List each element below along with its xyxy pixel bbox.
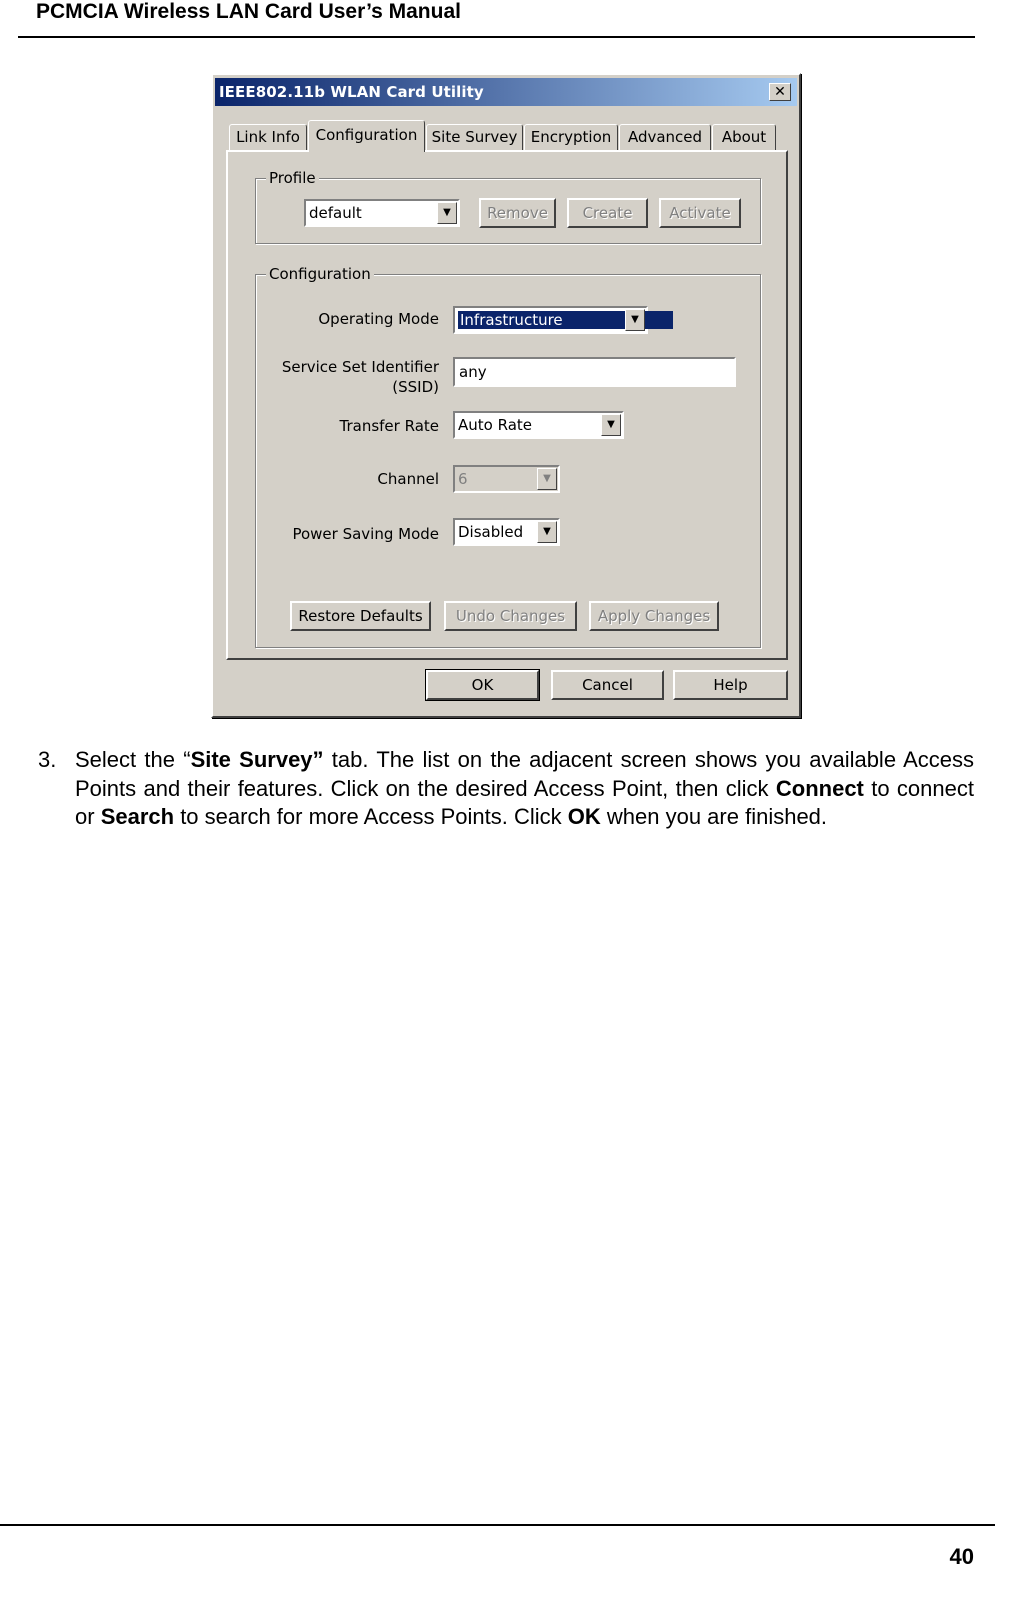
footer-rule [0, 1524, 995, 1526]
power-saving-value: Disabled [458, 523, 524, 541]
remove-button[interactable]: Remove [479, 198, 556, 228]
connect-emphasis: Connect [775, 775, 864, 801]
step-number: 3. [38, 747, 57, 772]
tab-encryption[interactable]: Encryption [524, 124, 618, 150]
wlan-utility-dialog [211, 73, 801, 718]
chevron-down-icon[interactable]: ▼ [537, 468, 557, 490]
tab-advanced[interactable]: Advanced [619, 124, 711, 150]
chevron-down-icon[interactable]: ▼ [625, 309, 645, 331]
apply-changes-button[interactable]: Apply Changes [589, 601, 719, 631]
channel-label: Channel [377, 470, 439, 488]
step-text: Select the “ [75, 747, 191, 772]
dialog-titlebar [215, 78, 797, 106]
tab-configuration[interactable]: Configuration [308, 120, 425, 152]
step-text: to search for more Access Points. Click [174, 804, 568, 829]
help-button[interactable]: Help [673, 670, 788, 700]
step-text: when you are finished. [600, 804, 828, 829]
search-emphasis: Search [100, 804, 175, 829]
power-saving-label: Power Saving Mode [292, 525, 439, 543]
ssid-label: Service Set Identifier [281, 358, 439, 376]
page-header: PCMCIA Wireless LAN Card User’s Manual [36, 0, 461, 23]
chevron-down-icon[interactable]: ▼ [537, 521, 557, 543]
configuration-panel [226, 150, 788, 660]
operating-mode-label: Operating Mode [318, 310, 439, 328]
tab-link-info[interactable]: Link Info [229, 124, 307, 150]
chevron-down-icon[interactable]: ▼ [601, 414, 621, 436]
tab-about[interactable]: About [712, 124, 776, 150]
step-text: to connect or [75, 775, 974, 829]
ssid-input[interactable] [453, 357, 736, 387]
undo-changes-button[interactable]: Undo Changes [444, 601, 577, 631]
restore-defaults-button[interactable]: Restore Defaults [290, 601, 431, 631]
transfer-rate-select[interactable] [453, 411, 624, 439]
ok-button[interactable]: OK [426, 670, 539, 700]
ok-emphasis: OK [567, 804, 601, 829]
profile-legend: Profile [266, 169, 319, 187]
configuration-group [255, 265, 761, 648]
cancel-button[interactable]: Cancel [551, 670, 664, 700]
tab-site-survey[interactable]: Site Survey [426, 124, 523, 150]
operating-mode-value: Infrastructure [458, 311, 673, 329]
close-icon[interactable]: ✕ [769, 83, 791, 101]
page-number: 40 [949, 1544, 974, 1569]
site-survey-emphasis: Site Survey” [190, 747, 324, 772]
operating-mode-select[interactable] [453, 306, 648, 334]
ssid-value: any [459, 363, 487, 381]
step-text: tab. The list on the adjacent screen shows you available Access Points and their features. Click on the desired Access Point, then click [75, 747, 975, 801]
activate-button[interactable]: Activate [659, 198, 741, 228]
instruction-step [38, 746, 974, 832]
chevron-down-icon[interactable]: ▼ [437, 202, 457, 224]
channel-select[interactable] [453, 465, 560, 493]
transfer-rate-label: Transfer Rate [339, 417, 439, 435]
profile-group [255, 169, 761, 244]
profile-select-value: default [309, 204, 362, 222]
header-rule [18, 36, 975, 38]
ssid-label-abbrev: (SSID) [392, 378, 439, 396]
channel-value: 6 [458, 470, 468, 488]
dialog-title: IEEE802.11b WLAN Card Utility [219, 83, 484, 101]
profile-select[interactable] [304, 199, 460, 227]
create-button[interactable]: Create [567, 198, 648, 228]
transfer-rate-value: Auto Rate [458, 416, 532, 434]
power-saving-select[interactable] [453, 518, 560, 546]
step-body [75, 746, 974, 832]
configuration-legend: Configuration [266, 265, 374, 283]
